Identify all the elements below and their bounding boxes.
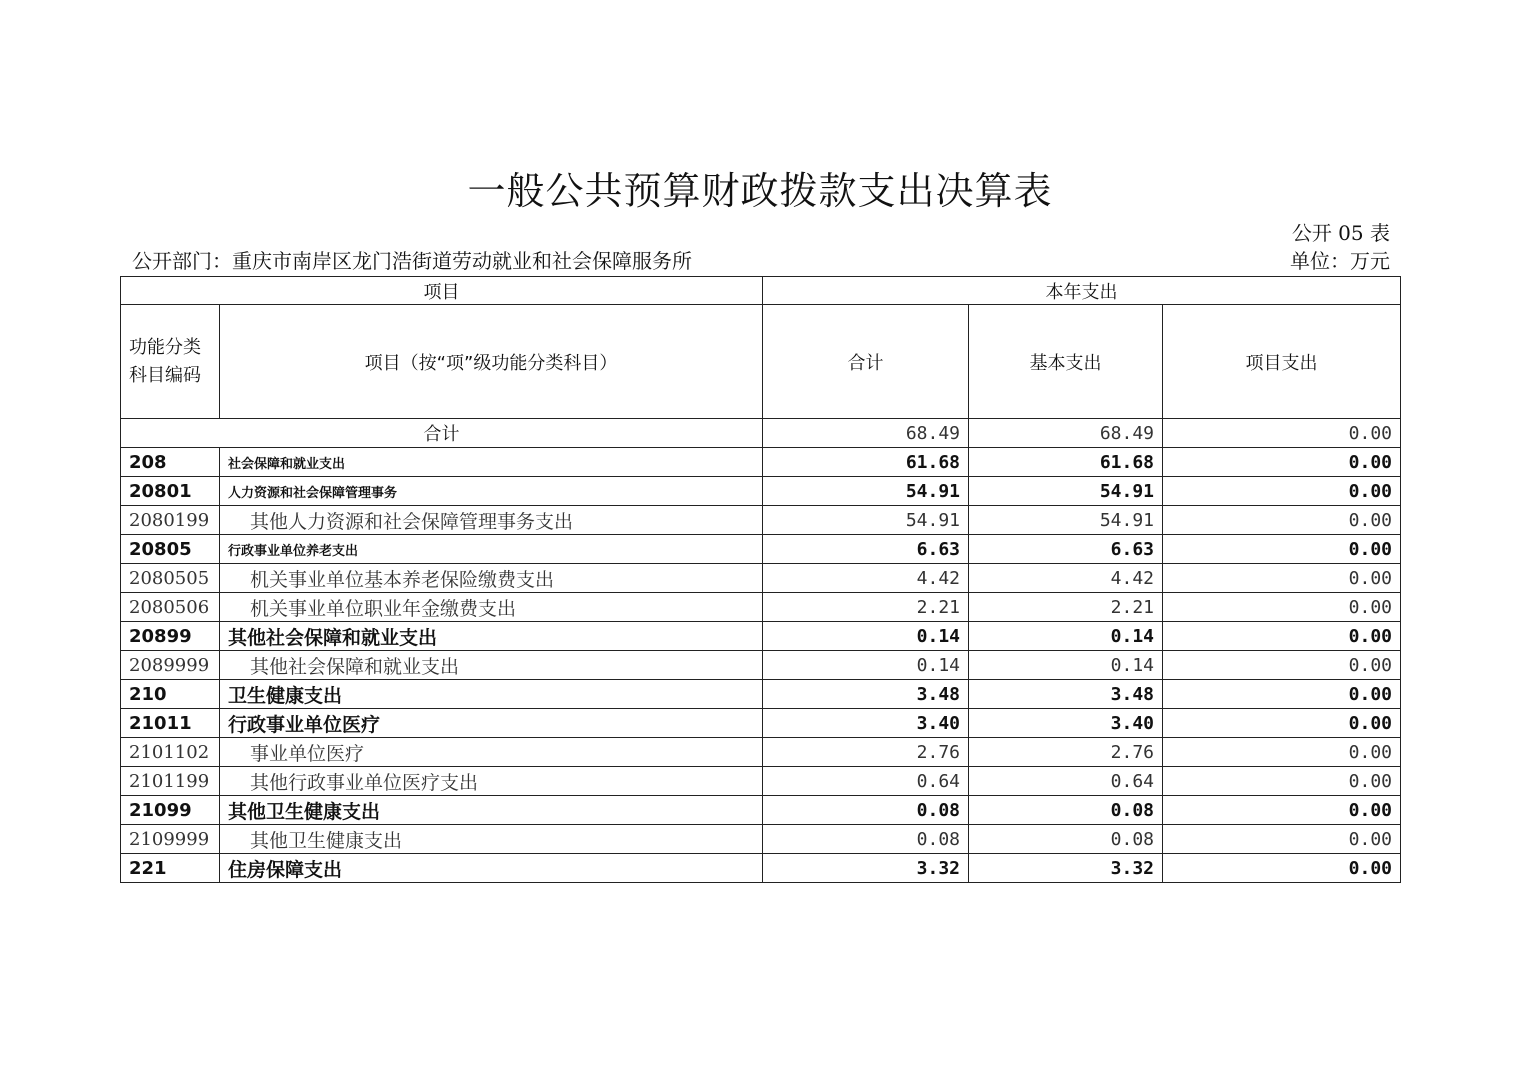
row-code: 2080506 <box>121 593 220 622</box>
row-name: 机关事业单位基本养老保险缴费支出 <box>220 564 763 593</box>
total-project: 0.00 <box>1163 419 1401 448</box>
table-row <box>121 506 1401 535</box>
row-name: 行政事业单位医疗 <box>220 709 763 738</box>
row-name: 其他人力资源和社会保障管理事务支出 <box>220 506 763 535</box>
row-project: 0.00 <box>1163 854 1401 883</box>
row-basic: 0.08 <box>969 796 1163 825</box>
total-total: 68.49 <box>763 419 969 448</box>
row-name: 人力资源和社会保障管理事务 <box>220 477 763 506</box>
row-name: 其他社会保障和就业支出 <box>220 651 763 680</box>
row-name: 卫生健康支出 <box>220 680 763 709</box>
table-row <box>121 738 1401 767</box>
row-name: 社会保障和就业支出 <box>220 448 763 477</box>
header-code: 功能分类科目编码 <box>121 305 220 419</box>
row-project: 0.00 <box>1163 477 1401 506</box>
row-code: 208 <box>121 448 220 477</box>
row-total: 61.68 <box>763 448 969 477</box>
row-project: 0.00 <box>1163 825 1401 854</box>
header-expense-group: 本年支出 <box>763 277 1401 305</box>
row-basic: 4.42 <box>969 564 1163 593</box>
row-name: 住房保障支出 <box>220 854 763 883</box>
row-code: 20805 <box>121 535 220 564</box>
row-project: 0.00 <box>1163 709 1401 738</box>
table-row <box>121 709 1401 738</box>
row-total: 54.91 <box>763 506 969 535</box>
row-code: 20899 <box>121 622 220 651</box>
row-name: 其他行政事业单位医疗支出 <box>220 767 763 796</box>
row-basic: 54.91 <box>969 477 1163 506</box>
table-row <box>121 854 1401 883</box>
budget-table <box>120 276 1401 883</box>
row-project: 0.00 <box>1163 767 1401 796</box>
row-code: 2089999 <box>121 651 220 680</box>
row-basic: 2.21 <box>969 593 1163 622</box>
row-project: 0.00 <box>1163 535 1401 564</box>
row-total: 6.63 <box>763 535 969 564</box>
row-code: 2101102 <box>121 738 220 767</box>
row-basic: 3.40 <box>969 709 1163 738</box>
row-basic: 6.63 <box>969 535 1163 564</box>
row-total: 3.32 <box>763 854 969 883</box>
total-row <box>121 419 1401 448</box>
header-project: 项目支出 <box>1163 305 1401 419</box>
total-basic: 68.49 <box>969 419 1163 448</box>
row-total: 0.08 <box>763 825 969 854</box>
page-title: 一般公共预算财政拨款支出决算表 <box>467 169 1053 213</box>
row-total: 0.14 <box>763 622 969 651</box>
row-total: 2.21 <box>763 593 969 622</box>
row-code: 21011 <box>121 709 220 738</box>
table-row <box>121 448 1401 477</box>
row-total: 0.64 <box>763 767 969 796</box>
table-row <box>121 796 1401 825</box>
header-basic: 基本支出 <box>969 305 1163 419</box>
row-code: 2080199 <box>121 506 220 535</box>
department-label: 公开部门：重庆市南岸区龙门浩街道劳动就业和社会保障服务所 <box>132 249 692 273</box>
header-total: 合计 <box>763 305 969 419</box>
row-basic: 0.64 <box>969 767 1163 796</box>
table-row <box>121 651 1401 680</box>
row-project: 0.00 <box>1163 593 1401 622</box>
row-basic: 2.76 <box>969 738 1163 767</box>
row-basic: 61.68 <box>969 448 1163 477</box>
row-total: 54.91 <box>763 477 969 506</box>
row-name: 行政事业单位养老支出 <box>220 535 763 564</box>
table-row <box>121 825 1401 854</box>
row-name: 其他社会保障和就业支出 <box>220 622 763 651</box>
row-total: 0.08 <box>763 796 969 825</box>
row-code: 2080505 <box>121 564 220 593</box>
row-project: 0.00 <box>1163 680 1401 709</box>
row-basic: 54.91 <box>969 506 1163 535</box>
row-name: 其他卫生健康支出 <box>220 796 763 825</box>
header-project-group: 项目 <box>121 277 763 305</box>
row-basic: 0.14 <box>969 651 1163 680</box>
table-row <box>121 564 1401 593</box>
table-row <box>121 767 1401 796</box>
header-name: 项目（按“项”级功能分类科目） <box>220 305 763 419</box>
row-total: 4.42 <box>763 564 969 593</box>
row-total: 3.48 <box>763 680 969 709</box>
row-code: 21099 <box>121 796 220 825</box>
row-total: 0.14 <box>763 651 969 680</box>
row-total: 3.40 <box>763 709 969 738</box>
form-code: 公开 05 表 <box>1291 221 1390 245</box>
table-row <box>121 477 1401 506</box>
header-row-group <box>121 277 1401 305</box>
row-name: 其他卫生健康支出 <box>220 825 763 854</box>
row-name: 事业单位医疗 <box>220 738 763 767</box>
row-project: 0.00 <box>1163 622 1401 651</box>
table-row <box>121 622 1401 651</box>
row-code: 20801 <box>121 477 220 506</box>
row-project: 0.00 <box>1163 564 1401 593</box>
row-project: 0.00 <box>1163 738 1401 767</box>
unit-label: 单位：万元 <box>1290 249 1390 273</box>
row-code: 2109999 <box>121 825 220 854</box>
table-row <box>121 535 1401 564</box>
row-basic: 3.32 <box>969 854 1163 883</box>
table-row <box>121 593 1401 622</box>
total-label: 合计 <box>121 419 763 448</box>
header-row-columns <box>121 305 1401 419</box>
row-project: 0.00 <box>1163 651 1401 680</box>
row-basic: 0.08 <box>969 825 1163 854</box>
row-name: 机关事业单位职业年金缴费支出 <box>220 593 763 622</box>
row-project: 0.00 <box>1163 506 1401 535</box>
row-project: 0.00 <box>1163 448 1401 477</box>
row-code: 221 <box>121 854 220 883</box>
row-total: 2.76 <box>763 738 969 767</box>
row-basic: 3.48 <box>969 680 1163 709</box>
row-basic: 0.14 <box>969 622 1163 651</box>
row-code: 210 <box>121 680 220 709</box>
row-project: 0.00 <box>1163 796 1401 825</box>
table-row <box>121 680 1401 709</box>
row-code: 2101199 <box>121 767 220 796</box>
